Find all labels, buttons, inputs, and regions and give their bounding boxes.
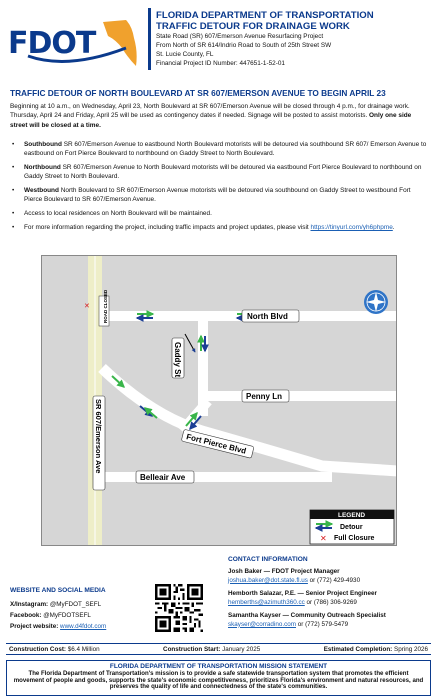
logo-wordmark: FDOT: [8, 26, 96, 61]
contact-email-link[interactable]: hemberths@azimuth360.cc: [228, 598, 305, 606]
belleair-label: Belleair Ave: [140, 473, 186, 482]
map-legend: [310, 510, 394, 544]
detour-map: [41, 255, 397, 546]
bullet-text: SR 607/Emerson Avenue to eastbound North Boulevard motorists will be detoured via southbound SR 607/ Emerson Avenue to eastbound on Fort Pierce Boulevard to northbound on Gaddy Street to North Boulevard.: [24, 141, 427, 158]
contact-name: Samantha Kayser — Community Outreach Specialist: [228, 612, 386, 619]
list-item: [10, 140, 430, 159]
legend-closure-label: Full Closure: [334, 535, 375, 542]
header-divider: [148, 8, 151, 70]
bullet-suffix: .: [392, 224, 395, 232]
flyer-subtitle: TRAFFIC DETOUR FOR DRAINAGE WORK: [156, 21, 350, 32]
list-item: [10, 186, 430, 205]
compass-icon: [364, 290, 388, 314]
social-facebook: [10, 610, 160, 621]
website-link[interactable]: www.d4fdot.com: [60, 623, 107, 630]
notice-title: TRAFFIC DETOUR OF NORTH BOULEVARD AT SR 607/EMERSON AVENUE TO BEGIN APRIL 23: [10, 88, 386, 98]
construction-start: [163, 646, 260, 653]
estimated-completion: [324, 646, 428, 653]
department-name: FLORIDA DEPARTMENT OF TRANSPORTATION: [156, 10, 374, 21]
penny-road: [208, 391, 397, 401]
list-item: [10, 223, 430, 232]
cost-bar: [6, 643, 431, 655]
road-closed-text: ROAD CLOSED: [103, 289, 108, 323]
contact-phone: or (772) 579-5479: [295, 620, 349, 628]
penny-label: Penny Ln: [246, 392, 283, 401]
x-label: X/Instagram:: [10, 601, 49, 608]
contact-info: [228, 577, 434, 586]
gaddy-label: Gaddy St: [173, 342, 182, 378]
contact-name: Josh Baker — FDOT Project Manager: [228, 568, 340, 575]
bullet-label: Southbound: [24, 141, 62, 148]
label-penny-ln: [242, 390, 289, 402]
fort-pierce-label: Fort Pierce Blvd: [185, 432, 248, 456]
bullet-text: SR 607/Emerson Avenue to North Boulevard motorists will be detoured via eastbound Fort Pierce Boulevard to northbound on Gaddy Street to North Boulevard.: [24, 164, 422, 181]
legend-detour-label: Detour: [340, 524, 363, 531]
label-gaddy-st: [172, 338, 184, 378]
bullet-label: Westbound: [24, 187, 59, 195]
project-info-link[interactable]: https://tinyurl.com/yh6phpme: [310, 224, 393, 232]
social-section: [10, 587, 160, 632]
cost-label: Construction Cost:: [9, 645, 67, 653]
intro-bold: Only one side street will be closed at a time.: [10, 112, 412, 129]
bullet-label: Northbound: [24, 164, 61, 172]
intro-text: Beginning at 10 a.m., on Wednesday, April 23, North Boulevard at SR 607/Emerson Avenue will be closed through 4 p.m., for drainage work. Thursday, April 24 and Friday, April 25 will be used as contingency dates if needed. Signage will be posted to assist motorists.: [10, 103, 410, 120]
project-id: Financial Project ID Number: 447651-1-52-01: [156, 60, 285, 67]
list-item: [10, 209, 430, 218]
project-county: St. Lucie County, FL: [156, 51, 214, 58]
north-blvd-label: North Blvd: [247, 312, 288, 321]
label-belleair: [136, 471, 194, 483]
completion-value: Spring 2026: [392, 645, 428, 653]
qr-code-icon[interactable]: [155, 584, 203, 632]
completion-label: Estimated Completion:: [323, 645, 393, 653]
bullet-text: For more information regarding the project, including traffic impacts and project updates, please visit: [24, 224, 311, 232]
label-emerson: [93, 396, 105, 490]
contact-email-link[interactable]: joshua.baker@dot.state.fl.us: [228, 576, 308, 584]
start-value: January 2025: [220, 645, 261, 653]
contact-email-link[interactable]: skayser@corradino.com: [228, 620, 296, 628]
contact-section: [228, 556, 434, 634]
contact-phone: or (772) 429-4930: [307, 576, 361, 584]
bullet-text: North Boulevard to SR 607/Emerson Avenue motorists will be detoured via southbound on Gaddy Street to westbound Fort Pierce Boulevard to SR 607/Emerson Avenue.: [24, 187, 411, 204]
mission-statement: [6, 660, 431, 696]
social-x: [10, 599, 160, 610]
header: [0, 0, 437, 80]
mission-text: The Florida Department of Transportation's mission is to provide a safe statewide transportation system that promotes the efficient movement of people and goods, supports the state's economic competitiveness, prioritizes Florida's environment and natural resources, and preserves the quality of life and connectedness of the state's communities.: [13, 670, 424, 691]
contact-info: [228, 621, 434, 630]
emerson-label: SR 607/Emerson Ave: [94, 399, 103, 474]
project-line: State Road (SR) 607/Emerson Avenue Resurfacing Project: [156, 33, 324, 40]
header-text: [156, 10, 436, 68]
x-handle: @MyFDOT_SEFL: [48, 601, 102, 608]
contact-name: Hemborth Salazar, P.E. — Senior Project Engineer: [228, 590, 377, 597]
social-website: [10, 621, 160, 632]
contact-phone: or (786) 306-9269: [304, 598, 357, 606]
legend-closure-icon: ✕: [320, 534, 327, 543]
construction-cost: [9, 646, 100, 653]
bullet-text: Access to local residences on North Boulevard will be maintained.: [24, 210, 212, 218]
contact-info: [228, 599, 434, 608]
list-item: [10, 163, 430, 182]
cost-value: $6.4 Million: [66, 645, 100, 653]
notice-intro: [10, 102, 430, 130]
map-canvas: [42, 256, 397, 546]
mission-title: FLORIDA DEPARTMENT OF TRANSPORTATION MISSION STATEMENT: [109, 663, 328, 670]
start-label: Construction Start:: [163, 645, 221, 653]
detour-list: [10, 140, 430, 237]
website-label: Project website:: [10, 623, 61, 630]
social-title: WEBSITE AND SOCIAL MEDIA: [10, 587, 106, 594]
fdot-logo: [8, 18, 146, 70]
closure-marker: ✕: [84, 302, 90, 310]
facebook-label: Facebook:: [10, 612, 42, 619]
facebook-handle: @MyFDOTSEFL: [41, 612, 91, 619]
project-limits: From North of SR 614/Indrio Road to South of 25th Street SW: [156, 42, 332, 49]
contact-title: CONTACT INFORMATION: [228, 556, 308, 563]
label-north-blvd: [242, 310, 299, 322]
legend-title: LEGEND: [338, 512, 366, 519]
